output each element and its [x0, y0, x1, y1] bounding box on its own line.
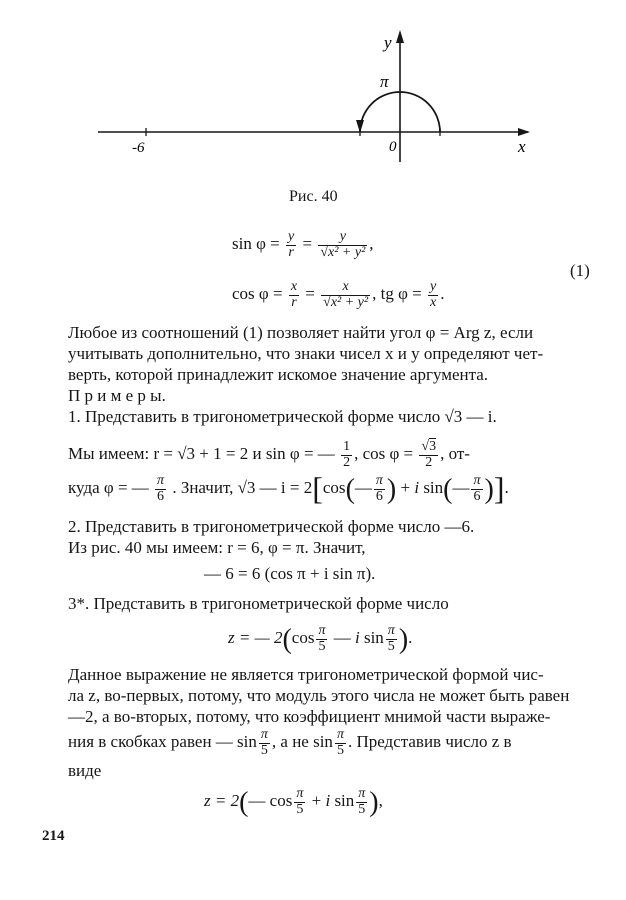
frac-one-half: $\frac{1}{2}$: [343, 438, 351, 470]
para-line-4: ния в скобках равен — sin $\frac{\pi}{5}$ , а не sin $\frac{\pi}{5}$ . Представив число z в: [68, 726, 512, 758]
x-axis-label: x: [518, 137, 526, 156]
eq-number: (1): [570, 261, 590, 280]
ex1-solution-line1: Мы имеем: r = √3 + 1 = 2 и sin φ = — $\frac{1}{2}$ , cos φ = $\frac{√3}{2}$ , от-: [68, 438, 470, 470]
text-line-1: Любое из соотношений (1) позволяет найти угол φ = Arg z, если: [68, 323, 534, 342]
pi-label: π: [380, 72, 389, 91]
tg-lhs: tg φ =: [380, 284, 422, 304]
para-line-2: ла z, во-первых, потому, что модуль этого числа не может быть равен: [68, 686, 570, 705]
example-3: 3*. Представить в тригонометрической форме число: [68, 594, 449, 613]
frac-x-over-sqrt: $\frac{x}{\text{√x² + y²}}$: [323, 279, 369, 310]
frac-y-over-r: $\frac{y}{r}$: [288, 229, 295, 260]
ex1-solution-line2: куда φ = — $\frac{\pi}{6}$ . Значит, √3 — i = 2[cos(— $\frac{\pi}{6}$ ) + i sin(— $\frac{\pi}{6}$ )].: [68, 470, 509, 506]
examples-heading: П р и м е р ы.: [68, 386, 166, 405]
figure-caption: Рис. 40: [289, 188, 338, 205]
figure-40: [0, 0, 626, 220]
example-2-formula: — 6 = 6 (cos π + i sin π).: [204, 564, 376, 583]
arc-arrowhead: [356, 120, 364, 133]
cos-tg-formula: cos φ = $\frac{x}{r}$ = $\frac{x}{\text{√x² + y²}}$ , tg φ = $\frac{y}{x}$ .: [232, 279, 445, 310]
y-axis-label: y: [384, 33, 392, 52]
frac-y-over-x: $\frac{y}{x}$: [429, 279, 437, 310]
cos-lhs: cos φ =: [232, 284, 283, 304]
sin-lhs: sin φ =: [232, 234, 280, 254]
example-1: 1. Представить в тригонометрической форме число √3 — i.: [68, 407, 497, 426]
para-line-1: Данное выражение не является тригонометрической формой чис-: [68, 665, 544, 684]
frac-pi-6: $\frac{\pi}{6}$: [157, 472, 165, 504]
frac-sqrt3-half: $\frac{√3}{2}$: [421, 438, 437, 470]
example-2: 2. Представить в тригонометрической форме число —6.: [68, 517, 475, 536]
para-line-5: виде: [68, 761, 102, 780]
frac-y-over-sqrt: $\frac{y}{\text{√x² + y²}}$: [320, 229, 366, 260]
minus6-label: -6: [132, 140, 145, 156]
example-2-solution: Из рис. 40 мы имеем: r = 6, φ = π. Значит,: [68, 538, 366, 557]
x-axis-arrow: [518, 128, 530, 136]
text-line-3: верть, которой принадлежит искомое значение аргумента.: [68, 365, 489, 384]
para-line-3: —2, а во-вторых, потому, что коэффициент мнимой части выраже-: [68, 707, 551, 726]
final-formula: z = 2(— cos $\frac{\pi}{5}$ + i sin $\frac{\pi}{5}$ ),: [204, 785, 383, 818]
sin-formula: sin φ = $\frac{y}{r}$ = $\frac{y}{\text{√x² + y²}}$ ,: [232, 229, 374, 260]
y-axis-arrow: [396, 30, 404, 43]
page-number: 214: [42, 828, 65, 844]
example-3-formula: z = — 2(cos $\frac{\pi}{5}$ — i sin $\frac{\pi}{5}$ ).: [228, 622, 413, 655]
origin-label: 0: [389, 139, 397, 155]
frac-x-over-r: $\frac{x}{r}$: [290, 279, 298, 310]
text-line-2: учитывать дополнительно, что знаки чисел x и y определяют чет-: [68, 344, 544, 363]
